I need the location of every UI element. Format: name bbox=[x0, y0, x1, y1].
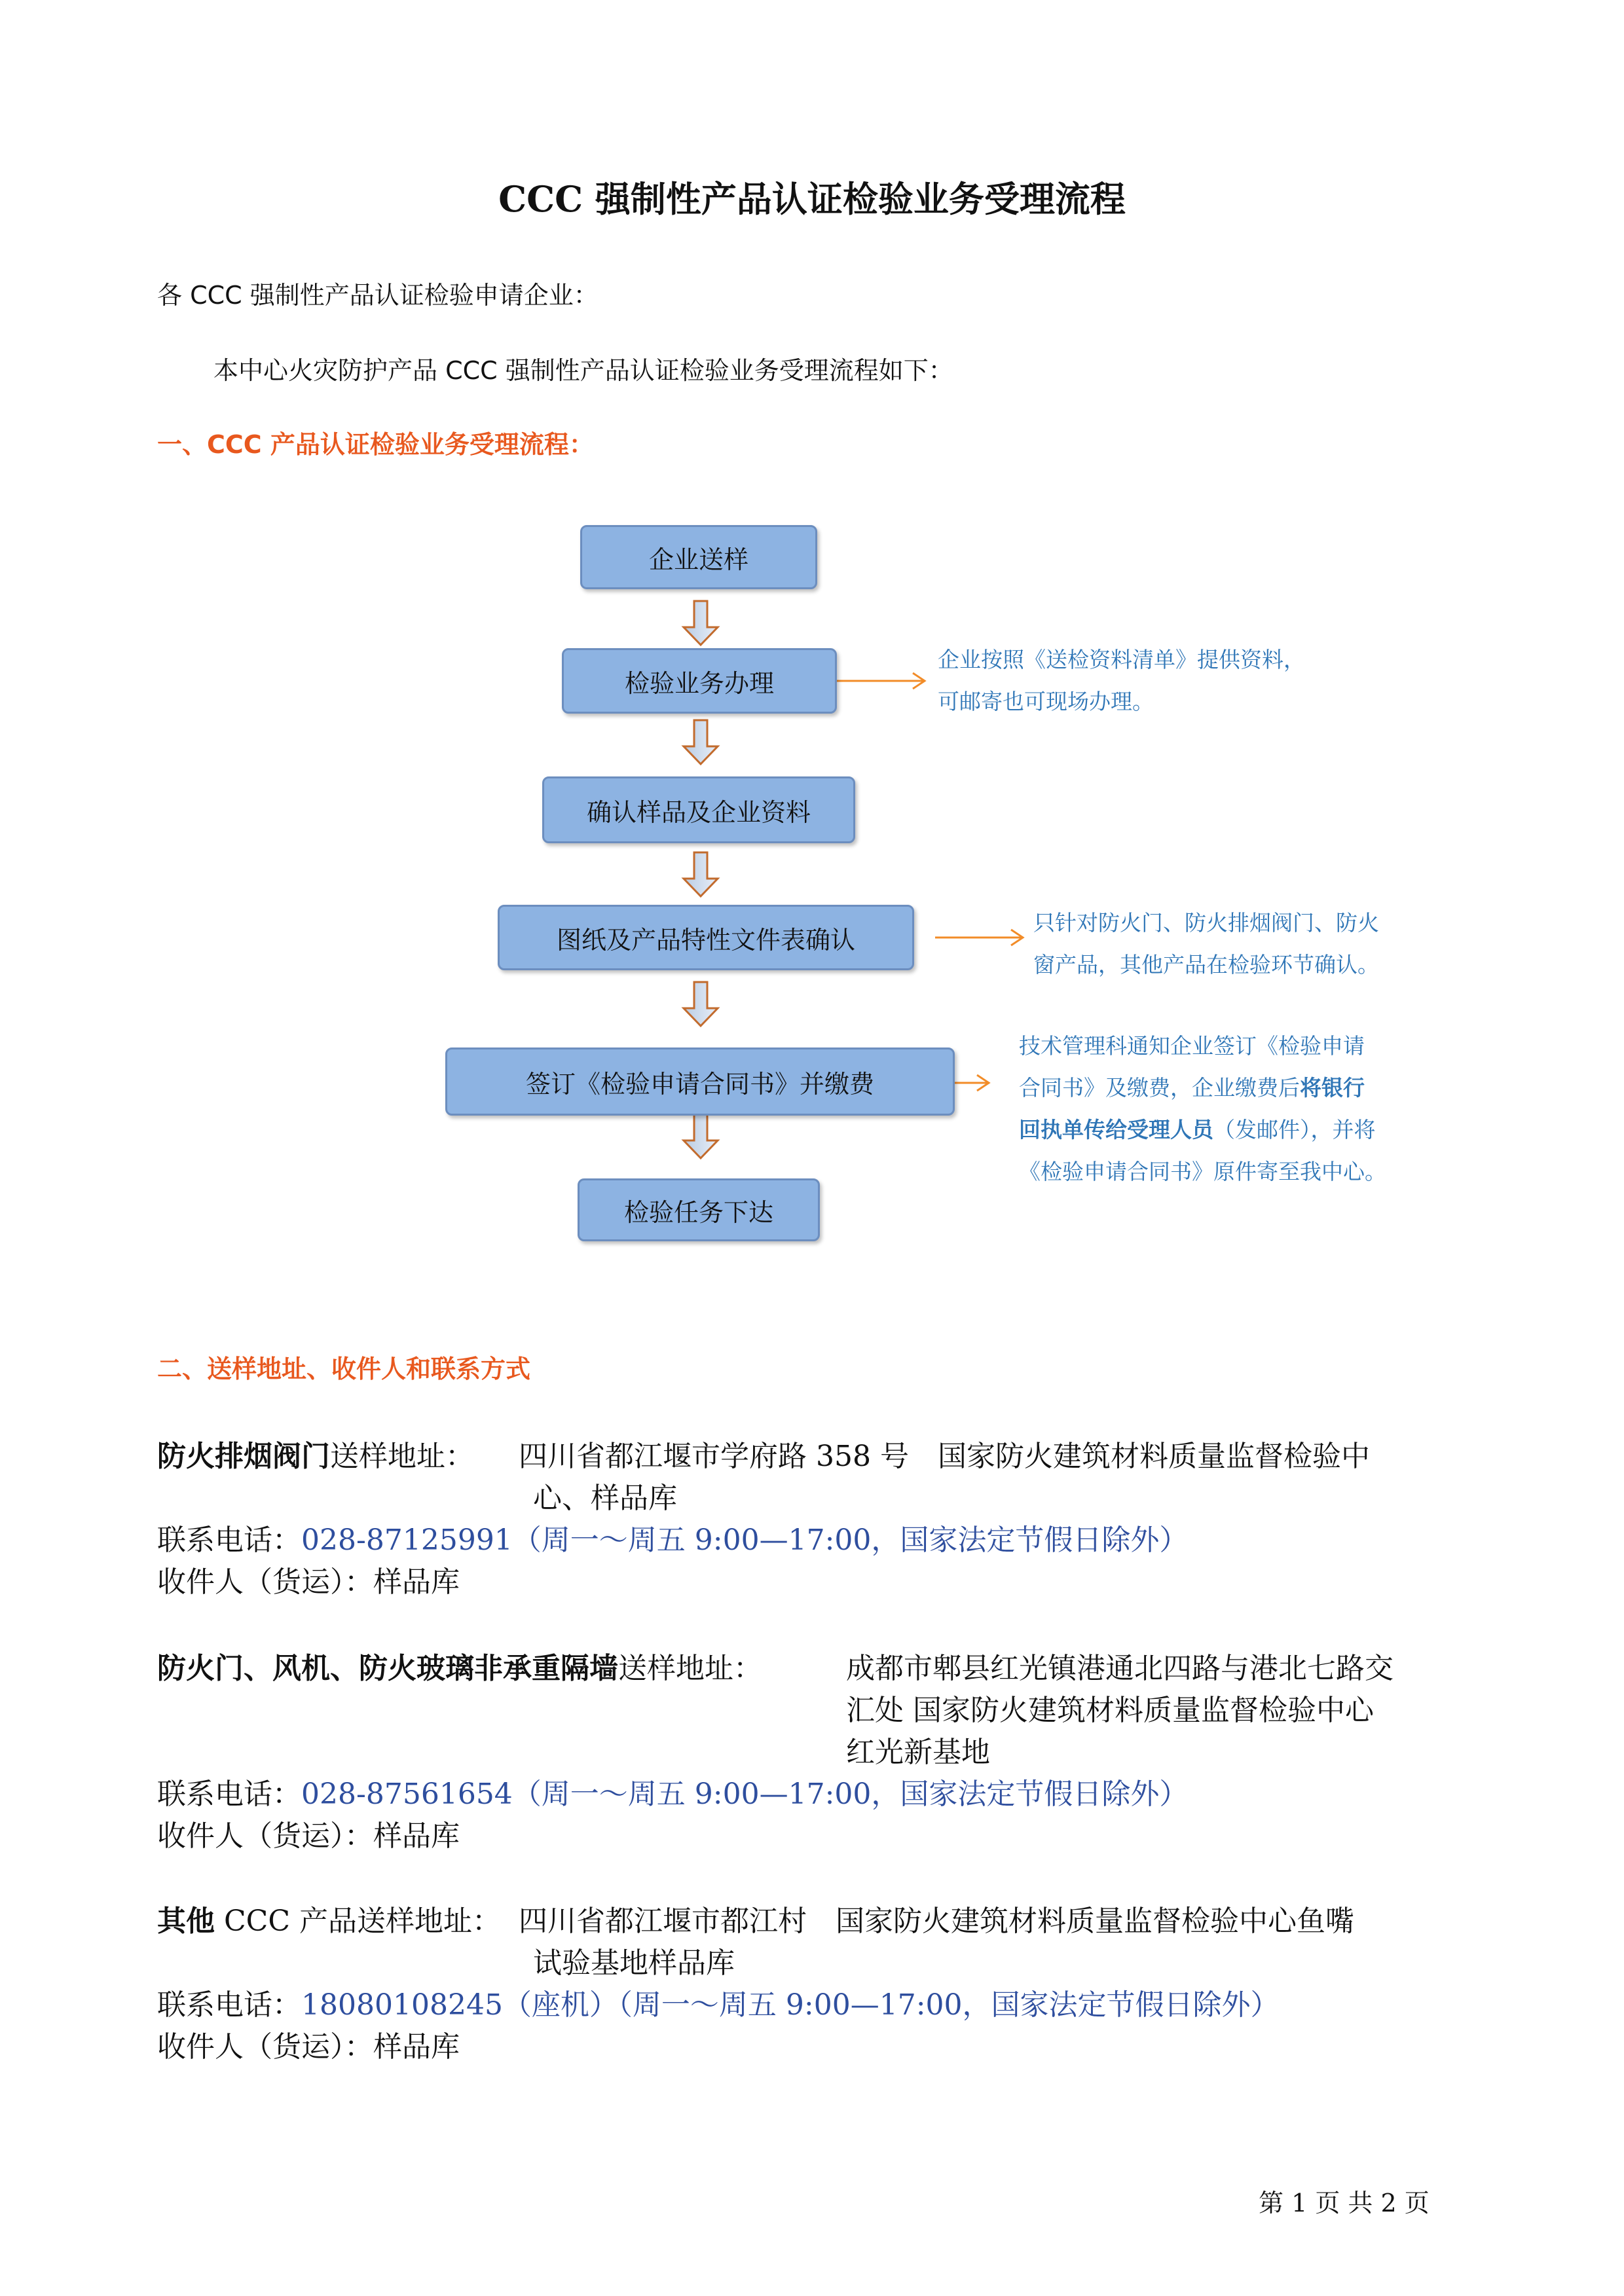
down-arrow-3 bbox=[684, 852, 718, 896]
flow-step-business-handling: 检验业务办理 bbox=[562, 648, 837, 714]
address-line: 汇处 国家防火建筑材料质量监督检验中心 bbox=[846, 1694, 1374, 1727]
note2-line2: 窗产品，其他产品在检验环节确认。 bbox=[1033, 952, 1379, 977]
product-name: 防火排烟阀门 bbox=[157, 1440, 330, 1473]
note1-line1: 企业按照《送检资料清单》提供资料， bbox=[938, 647, 1305, 672]
phone-label: 联系电话： bbox=[157, 1777, 301, 1811]
address-label: 送样地址： bbox=[618, 1652, 762, 1685]
note3-line1: 技术管理科通知企业签订《检验申请 bbox=[1019, 1033, 1365, 1059]
right-arrow-3 bbox=[955, 1075, 989, 1091]
product-name: 其他 bbox=[157, 1904, 215, 1938]
note3-line4: 《检验申请合同书》原件寄至我中心。 bbox=[1019, 1159, 1386, 1184]
flow-step-confirm-samples: 确认样品及企业资料 bbox=[542, 776, 855, 843]
right-arrow-2 bbox=[935, 930, 1023, 945]
receiver: 收件人（货运）：样品库 bbox=[157, 1565, 460, 1599]
flow-note-3 bbox=[1019, 1025, 1386, 1193]
salutation: 各 CCC 强制性产品认证检验申请企业： bbox=[157, 281, 599, 310]
address-line: 四川省都江堰市都江村 国家防火建筑材料质量监督检验中心鱼嘴 bbox=[519, 1904, 1354, 1938]
down-arrow-4 bbox=[684, 982, 718, 1026]
product-name: 防火门、风机、防火玻璃非承重隔墙 bbox=[157, 1652, 618, 1685]
page-number-footer: 第 1 页 共 2 页 bbox=[1259, 2189, 1430, 2217]
intro-paragraph: 本中心火灾防护产品 CCC 强制性产品认证检验业务受理流程如下： bbox=[213, 356, 953, 385]
address-label: 送样地址： bbox=[330, 1440, 474, 1473]
down-arrow-5 bbox=[684, 1114, 718, 1158]
phone-number: 028-87125991（周一～周五 9:00—17:00，国家法定节假日除外） bbox=[301, 1523, 1189, 1557]
note1-line2: 可邮寄也可现场办理。 bbox=[938, 689, 1154, 714]
section1-heading: 一、CCC 产品认证检验业务受理流程： bbox=[157, 430, 594, 459]
note3-line2: 合同书》及缴费，企业缴费后将银行 bbox=[1019, 1075, 1365, 1101]
down-arrow-2 bbox=[684, 720, 718, 764]
receiver: 收件人（货运）：样品库 bbox=[157, 2030, 460, 2064]
phone-number: 028-87561654（周一～周五 9:00—17:00，国家法定节假日除外） bbox=[301, 1777, 1189, 1811]
address-line: 成都市郫县红光镇港通北四路与港北七路交 bbox=[846, 1652, 1393, 1685]
address-line: 试验基地样品库 bbox=[533, 1946, 735, 1980]
address-line: 心、样品库 bbox=[533, 1482, 677, 1515]
down-arrow-1 bbox=[684, 601, 718, 645]
phone-number: 18080108245（座机）（周一～周五 9:00—17:00，国家法定节假日除外） bbox=[301, 1988, 1280, 2022]
receiver: 收件人（货运）：样品库 bbox=[157, 1819, 460, 1853]
flow-step-task-issued: 检验任务下达 bbox=[578, 1178, 820, 1241]
flow-step-drawing-confirmation: 图纸及产品特性文件表确认 bbox=[498, 905, 914, 970]
address-line: 四川省都江堰市学府路 358 号 国家防火建筑材料质量监督检验中 bbox=[519, 1440, 1370, 1473]
flow-step-sample-delivery: 企业送样 bbox=[580, 525, 817, 589]
note2-line1: 只针对防火门、防火排烟阀门、防火 bbox=[1033, 910, 1379, 936]
flow-step-sign-contract: 签订《检验申请合同书》并缴费 bbox=[445, 1048, 955, 1116]
address-label: CCC 产品送样地址： bbox=[215, 1904, 501, 1938]
right-arrow-1 bbox=[837, 673, 925, 689]
note3-line3: 回执单传给受理人员（发邮件），并将 bbox=[1019, 1117, 1376, 1142]
section2-heading: 二、送样地址、收件人和联系方式 bbox=[157, 1355, 531, 1383]
phone-label: 联系电话： bbox=[157, 1523, 301, 1557]
flow-note-2 bbox=[1033, 902, 1379, 986]
page-title: CCC 强制性产品认证检验业务受理流程 bbox=[498, 178, 1126, 220]
phone-label: 联系电话： bbox=[157, 1988, 301, 2022]
flow-note-1 bbox=[938, 639, 1305, 723]
address-line: 红光新基地 bbox=[846, 1736, 990, 1769]
